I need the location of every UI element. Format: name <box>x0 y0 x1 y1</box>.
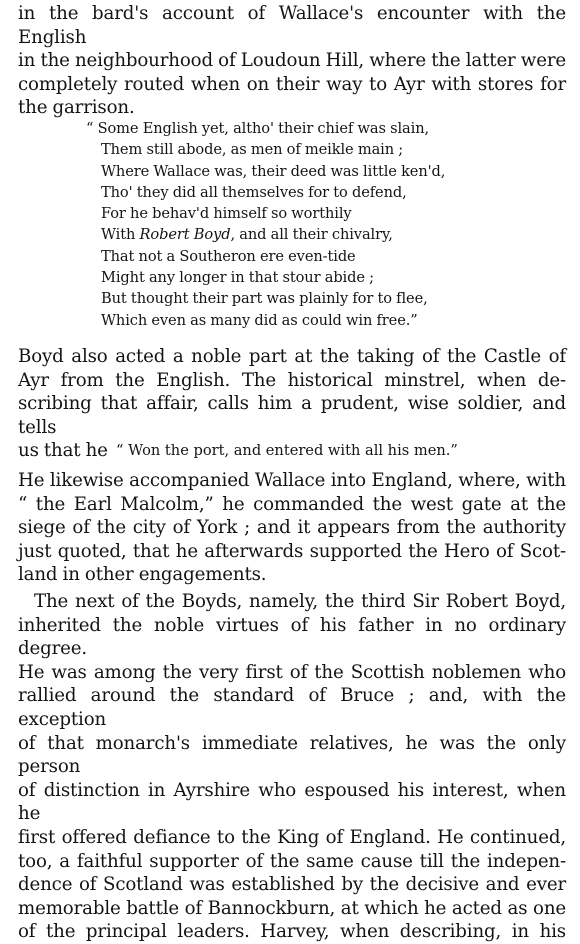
paragraph-4-line: of the principal leaders. Harvey, when describing, in his <box>18 921 566 943</box>
verse-line: Where Wallace was, their deed was little ken'd, <box>101 162 446 180</box>
verse-name-italic: Robert Boyd <box>139 226 231 244</box>
paragraph-4-line: inherited the noble virtues of his father in no ordinary degree. <box>18 614 566 660</box>
verse-line: Might any longer in that stour abide ; <box>101 269 374 287</box>
verse-line <box>86 224 546 245</box>
paragraph-2-line: Boyd also acted a noble part at the taking of the Castle of <box>18 346 566 367</box>
paragraph-4-line: memorable battle of Bannockburn, at which he acted as one <box>18 897 566 919</box>
paragraph-3-line: just quoted, that he afterwards supported the Hero of Scot- <box>18 540 566 562</box>
paragraph-4 <box>18 590 566 944</box>
verse-line: For he behav'd himself so worthily <box>101 205 352 223</box>
paragraph-2-line: scribing that affair, calls him a prudent, wise soldier, and tells <box>18 393 566 438</box>
paragraph-4-line: rallied around the standard of Bruce ; and, with the exception <box>18 685 566 730</box>
paragraph-2-line: Ayr from the English. The historical minstrel, when de- <box>18 369 566 391</box>
paragraph-3-line: He likewise accompanied Wallace into England, where, with <box>18 470 566 491</box>
verse-line: That not a Southeron ere even-tide <box>101 247 356 265</box>
paragraph-4-line: The next of the Boyds, namely, the third Sir Robert Boyd, <box>34 591 566 612</box>
verse-text: With <box>101 226 140 244</box>
paragraph-4-line: too, a faithful supporter of the same cause till the indepen- <box>18 850 566 872</box>
verse-line: “ Some English yet, altho' their chief was slain, <box>86 120 430 137</box>
verse-text: , and all their chivalry, <box>230 226 393 244</box>
paragraph-1-line: the garrison. <box>18 97 135 119</box>
paragraph-4-line: first offered defiance to the King of England. He continued, <box>18 826 566 848</box>
verse-line: Tho' they did all themselves for to defend, <box>101 183 407 201</box>
paragraph-3-line: “ the Earl Malcolm,” he commanded the west gate at the <box>18 493 566 515</box>
paragraph-1-line: completely routed when on their way to Ayr with stores for <box>18 73 566 95</box>
verse-quotation <box>86 118 546 331</box>
paragraph-1-line: in the bard's account of Wallace's encounter with the English <box>18 3 566 48</box>
paragraph-4-line: dence of Scotland was established by the decisive and ever <box>18 874 566 896</box>
paragraph-1 <box>18 2 566 120</box>
paragraph-2-line: us that he <box>18 440 108 462</box>
paragraph-3-line: siege of the city of York ; and it appears from the authority <box>18 517 566 539</box>
paragraph-3 <box>18 469 566 587</box>
verse-line: Which even as many did as could win free.” <box>101 311 418 329</box>
verse-line: Them still abode, as men of meikle main ; <box>101 141 404 159</box>
paragraph-4-line: of distinction in Ayrshire who espoused his interest, when he <box>18 779 566 825</box>
paragraph-4-line: He was among the very first of the Scottish noblemen who <box>18 661 566 683</box>
single-line-quotation: “ Won the port, and entered with all his men.” <box>116 442 458 459</box>
verse-line: But thought their part was plainly for to flee, <box>101 290 428 308</box>
paragraph-4-line: of that monarch's immediate relatives, he was the only person <box>18 732 566 778</box>
paragraph-1-line: in the neighbourhood of Loudoun Hill, where the latter were <box>18 50 566 72</box>
paragraph-3-line: land in other engagements. <box>18 564 267 586</box>
